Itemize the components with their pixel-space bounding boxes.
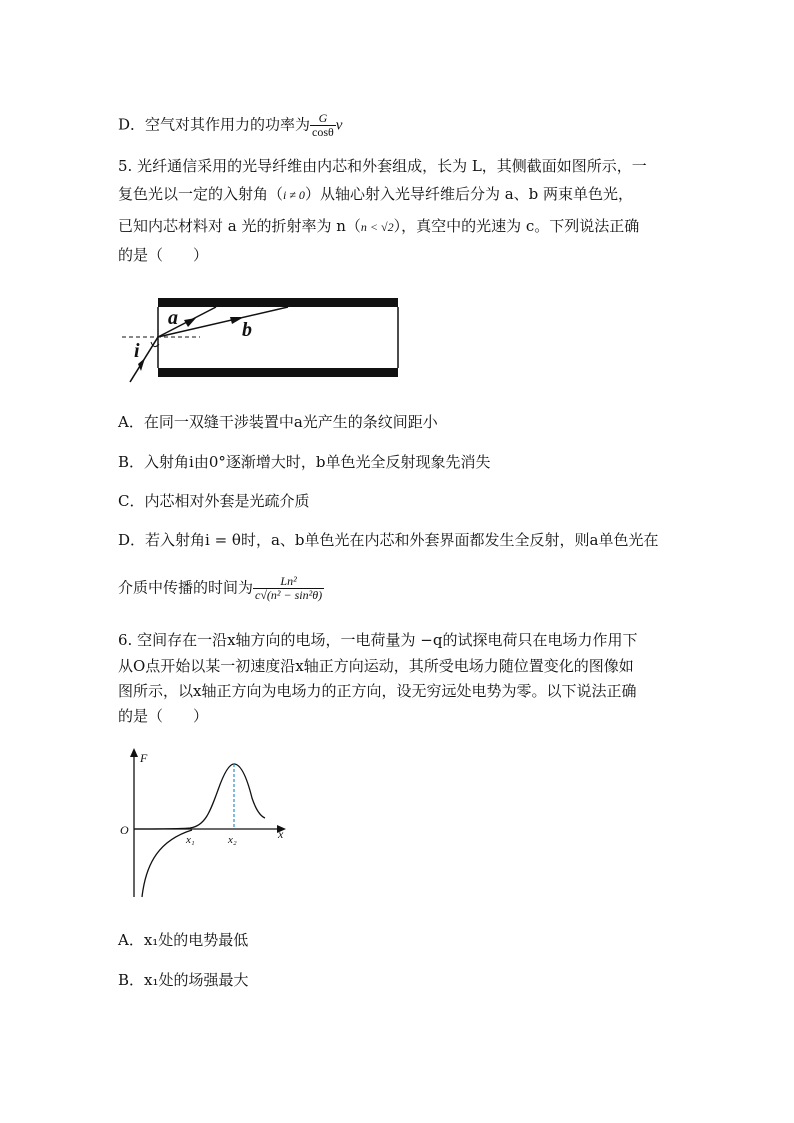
label-x: x xyxy=(278,827,284,841)
optical-fiber-diagram xyxy=(118,292,408,387)
label-a: a xyxy=(168,307,178,329)
q6-option-a: A．x₁处的电势最低 xyxy=(118,931,249,949)
q5-option-a: A．在同一双缝干涉装置中a光产生的条纹间距小 xyxy=(118,413,438,431)
q5-option-c: C．内芯相对外套是光疏介质 xyxy=(118,492,310,510)
fiber-top-cladding xyxy=(158,298,398,307)
q5-option-d: D．若入射角i = θ时，a、b单色光在内芯和外套界面都发生全反射，则a单色光在 xyxy=(118,531,659,549)
ray-a-arrow xyxy=(184,318,196,327)
q6-line1: 6. 空间存在一沿x轴方向的电场，一电荷量为 −q的试探电荷只在电场力作用下 xyxy=(118,631,638,649)
q5-line3: 已知内芯材料对 a 光的折射率为 n（n < √2），真空中的光速为 c。下列说法正确 xyxy=(118,217,640,235)
label-i: i xyxy=(134,340,140,362)
item-d-line: D．空气对其作用力的功率为 $\frac{G}{\cos\theta}$ v xyxy=(118,111,343,139)
time-fraction: $\frac{\text{Ln²}}{\text{c√(n² − sin²θ)}}$ xyxy=(255,574,323,602)
q5-option-d-cont: 介质中传播的时间为 $\frac{\text{Ln²}}{\text{c√(n² − sin²θ)}}$ xyxy=(118,574,323,602)
q6-line3: 图所示，以x轴正方向为电场力的正方向，设无穷远处电势为零。以下说法正确 xyxy=(118,682,637,700)
label-b: b xyxy=(242,319,252,341)
y-axis-arrow xyxy=(130,748,138,757)
q5-line1: 5. 光纤通信采用的光导纤维由内芯和外套组成，长为 L，其侧截面如图所示，一 xyxy=(118,157,647,175)
force-curve-negative xyxy=(142,830,192,897)
label-x1: x₁ xyxy=(186,834,195,846)
q5-line4: 的是（ ） xyxy=(118,246,209,264)
q6-line2: 从O点开始以某一初速度沿x轴正方向运动，其所受电场力随位置变化的图像如 xyxy=(118,657,634,675)
q6-option-b: B．x₁处的场强最大 xyxy=(118,971,249,989)
q6-line4: 的是（ ） xyxy=(118,707,209,725)
label-F: F xyxy=(140,751,148,765)
label-O: O xyxy=(120,823,129,837)
fiber-bottom-cladding xyxy=(158,368,398,377)
force-position-graph xyxy=(110,742,300,902)
q5-line2: 复色光以一定的入射角（i ≠ 0）从轴心射入光导纤维后分为 a、b 两束单色光， xyxy=(118,185,634,203)
force-curve-positive xyxy=(134,764,265,829)
label-x2: x₂ xyxy=(228,834,237,846)
q5-option-b: B．入射角i由0°逐渐增大时，b单色光全反射现象先消失 xyxy=(118,453,491,471)
power-fraction: $\frac{G}{\cos\theta}$ xyxy=(312,111,334,139)
